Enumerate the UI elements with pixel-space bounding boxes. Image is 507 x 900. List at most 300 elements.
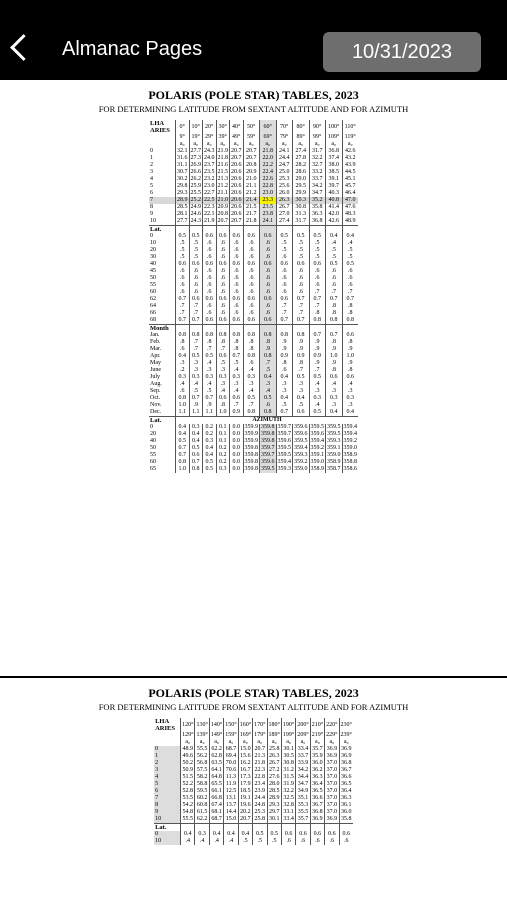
table-cell: 21.0: [243, 176, 260, 183]
table-cell: .6: [230, 289, 244, 296]
table-cell: 0.8: [342, 317, 358, 325]
table-cell: 0.0: [230, 431, 244, 438]
table-row: [154, 809, 353, 816]
table-cell: .4: [224, 838, 238, 845]
table-cell: .5: [309, 240, 326, 247]
column-header: 140°: [209, 718, 223, 732]
a0-symbol: a₀: [216, 141, 230, 148]
table-cell: 0.4: [276, 395, 293, 402]
table-cell: 24.8: [254, 802, 266, 808]
table-cell: .6: [309, 268, 326, 275]
table-cell: .4: [203, 381, 217, 388]
table-cell: 1.0: [216, 409, 230, 417]
table-cell: .4: [195, 838, 209, 845]
table-cell: 45.7: [342, 183, 358, 190]
table-cell: 36.9: [326, 816, 338, 822]
table-row: [154, 767, 353, 774]
table-cell: 15.0: [240, 746, 251, 752]
table-cell: 0.9: [293, 353, 310, 360]
table-cell: 359.7: [277, 424, 291, 430]
row-label: Apr.: [150, 353, 161, 359]
table-cell: 36.7: [312, 802, 323, 808]
row-label: 40: [150, 261, 156, 267]
table-cell: 19.1: [240, 795, 251, 801]
blank-cell: [209, 824, 223, 832]
table-cell: .5: [238, 838, 252, 845]
table-cell: 20.7: [231, 148, 242, 154]
table-cell: 60.2: [196, 795, 208, 801]
table-cell: .5: [326, 254, 343, 261]
table-row: [149, 388, 358, 395]
table-cell: 41.4: [326, 204, 343, 211]
table-cell: 36.4: [340, 788, 352, 794]
table-cell: 45.1: [342, 176, 358, 183]
table-cell: 0.8: [293, 332, 310, 339]
table-cell: 32.2: [309, 155, 326, 162]
table-cell: 1.0: [176, 402, 190, 409]
table-cell: 40.8: [326, 197, 343, 204]
lat-label: Lat.: [149, 417, 176, 425]
table-row: [149, 317, 358, 325]
table-cell: .3: [260, 381, 277, 388]
table-cell: .8: [276, 360, 293, 367]
table-cell: .6: [293, 282, 310, 289]
table-cell: .7: [176, 310, 190, 317]
table-cell: .4: [243, 388, 260, 395]
table-cell: 36.3: [309, 211, 326, 218]
table-cell: .7: [243, 402, 260, 409]
table-cell: .5: [253, 838, 267, 845]
table-cell: 70.0: [225, 760, 237, 766]
column-header: 29°: [203, 134, 217, 141]
table-cell: .7: [189, 339, 203, 346]
blank-cell: [181, 824, 195, 832]
table-cell: 28.9: [177, 197, 188, 203]
table-cell: 0.5: [243, 395, 260, 402]
table-cell: 1.1: [189, 409, 203, 417]
table-cell: 37.0: [326, 760, 338, 766]
table-cell: 0.5: [342, 261, 358, 268]
a0-row: [154, 739, 353, 746]
table-cell: 36.9: [326, 753, 338, 759]
table-cell: 28.5: [268, 788, 280, 794]
table-cell: 0.7: [326, 296, 343, 303]
column-header: 9°: [176, 134, 190, 141]
table-cell: 26.2: [190, 176, 201, 182]
table-cell: 34.4: [297, 774, 309, 780]
table-cell: .3: [342, 388, 358, 395]
a0-row: [149, 141, 358, 148]
blank-cell: [260, 325, 277, 333]
table-cell: 0.4: [176, 431, 190, 438]
table-cell: 47.6: [342, 204, 358, 211]
table-cell: 27.3: [190, 155, 201, 161]
table-cell: 0.7: [309, 296, 326, 303]
table-row: [149, 374, 358, 381]
column-header: 229°: [326, 732, 338, 738]
table-row: [149, 310, 358, 317]
table-cell: .5: [230, 360, 244, 367]
table-cell: 21.8: [243, 218, 260, 226]
table-cell: .5: [326, 247, 343, 254]
row-label: 0: [154, 831, 181, 838]
table-cell: 0.4: [326, 233, 343, 240]
table-cell: 0.6: [216, 261, 230, 268]
column-header: 39°: [216, 134, 230, 141]
table-cell: 37.0: [326, 788, 338, 794]
table-cell: 0.3: [230, 374, 244, 381]
blank-cell: [293, 325, 310, 333]
table-row: [149, 459, 358, 466]
table-cell: 359.5: [277, 452, 291, 458]
table-cell: .4: [230, 388, 244, 395]
table-cell: .5: [293, 254, 310, 261]
table-cell: 27.7: [190, 148, 201, 154]
table-cell: 0.3: [189, 424, 203, 431]
table-cell: 32.8: [283, 802, 294, 808]
blank-cell: [296, 824, 310, 832]
table-cell: .6: [243, 360, 260, 367]
row-label: Feb.: [150, 339, 161, 345]
blank-cell: [176, 226, 190, 234]
table-cell: .5: [176, 254, 190, 261]
table-row: [154, 746, 353, 753]
a0-symbol: a₀: [310, 739, 324, 746]
table-cell: 359.1: [310, 452, 324, 458]
blank-cell: [310, 824, 324, 832]
table-cell: 0.6: [260, 261, 277, 268]
a0-symbol: a₀: [293, 141, 310, 148]
table-cell: 27.4: [276, 218, 293, 226]
table-cell: 0.5: [309, 374, 326, 381]
table-cell: .6: [230, 240, 244, 247]
table-cell: 16.2: [240, 760, 251, 766]
table-cell: 0.7: [189, 459, 203, 466]
table-cell: 0.5: [309, 233, 326, 240]
a0-symbol: a₀: [309, 141, 326, 148]
table-cell: .6: [326, 275, 343, 282]
table-cell: 0.5: [176, 233, 190, 240]
column-header: 19°: [189, 134, 203, 141]
table-cell: 0.6: [260, 317, 277, 325]
table-cell: 0.5: [253, 831, 267, 838]
table-cell: .6: [189, 282, 203, 289]
row-label: 3: [154, 767, 181, 774]
table-cell: .6: [309, 282, 326, 289]
table-cell: 43.9: [342, 162, 358, 169]
table-cell: .6: [309, 275, 326, 282]
table-cell: 0.6: [216, 353, 230, 360]
blank-cell: [276, 325, 293, 333]
table-cell: 29.9: [293, 190, 310, 197]
row-label: 1: [154, 753, 181, 760]
table-cell: 0.6: [243, 296, 260, 303]
table-cell: 0.8: [176, 395, 190, 402]
table-cell: 0.1: [216, 438, 230, 445]
table-cell: .6: [243, 289, 260, 296]
blank-cell: [281, 824, 295, 832]
table-cell: 24.4: [276, 155, 293, 162]
app-header: [0, 0, 507, 78]
table-cell: .7: [293, 303, 310, 310]
a0-symbol: a₀: [339, 739, 353, 746]
table-cell: 37.4: [326, 155, 343, 162]
table-cell: 31.6: [177, 155, 188, 161]
column-header: 30°: [216, 120, 230, 134]
table-cell: 54.2: [182, 802, 194, 808]
table-cell: .3: [293, 381, 310, 388]
table-cell: 30.3: [293, 197, 310, 204]
table-cell: 0.7: [203, 395, 217, 402]
table-cell: .6: [203, 289, 217, 296]
table-cell: 0.6: [189, 452, 203, 459]
table-cell: 35.8: [340, 816, 352, 822]
table-cell: .5: [260, 367, 277, 374]
table-cell: 30.7: [177, 169, 188, 175]
blank-cell: [243, 226, 260, 234]
table-cell: .6: [243, 247, 260, 254]
blank-cell: [238, 824, 252, 832]
table-cell: .6: [260, 282, 277, 289]
table-cell: 54.8: [182, 809, 194, 815]
row-label: 10: [154, 816, 181, 824]
table-cell: 29.3: [268, 802, 280, 808]
table-cell: .5: [342, 254, 358, 261]
table-cell: 15.0: [225, 816, 237, 822]
table-cell: .6: [276, 282, 293, 289]
table-cell: 37.0: [326, 809, 338, 815]
table-cell: 21.9: [204, 218, 215, 224]
table-cell: 1.0: [326, 353, 343, 360]
table-cell: .4: [342, 381, 358, 388]
table-cell: 0.6: [230, 317, 244, 325]
table-cell: 35.8: [309, 204, 326, 211]
table-cell: 49.6: [182, 753, 194, 759]
table-cell: 20.7: [217, 218, 228, 224]
table-cell: .6: [203, 310, 217, 317]
date-selector-button[interactable]: 10/31/2023: [323, 32, 481, 72]
table-cell: .6: [260, 275, 277, 282]
table-cell: 24.3: [204, 148, 215, 154]
table-cell: 32.5: [283, 795, 294, 801]
table-cell: 21.4: [243, 197, 260, 204]
table-cell: 17.3: [240, 774, 251, 780]
table-cell: 21.1: [217, 190, 228, 196]
table-cell: 23.2: [204, 176, 215, 182]
table-cell: 43.2: [342, 155, 358, 162]
table-cell: .7: [176, 303, 190, 310]
table-cell: 0.4: [260, 374, 277, 381]
table-cell: 23.5: [204, 169, 215, 175]
column-header: 100°: [326, 120, 343, 134]
row-label: 10: [150, 218, 156, 224]
table-cell: 359.9: [244, 424, 258, 430]
table-cell: 34.7: [297, 781, 309, 787]
table-cell: 33.1: [283, 809, 294, 815]
table-cell: .6: [203, 247, 217, 254]
table-cell: 0.6: [230, 395, 244, 402]
table-cell: 48.9: [342, 218, 358, 226]
table-cell: 0.6: [276, 261, 293, 268]
header-row: [154, 718, 353, 732]
table-cell: 0.8: [243, 353, 260, 360]
table-cell: 0.5: [276, 233, 293, 240]
table-cell: 33.9: [297, 760, 309, 766]
table-cell: 0.0: [230, 466, 244, 473]
row-label: 0: [150, 233, 153, 239]
table-cell: .6: [203, 282, 217, 289]
table-cell: 0.9: [309, 353, 326, 360]
a0-symbol: a₀: [189, 141, 203, 148]
table-cell: 0.6: [216, 395, 230, 402]
table-cell: 0.6: [260, 233, 277, 240]
table-row: [149, 233, 358, 240]
table-cell: .3: [342, 402, 358, 409]
table-cell: 35.7: [297, 816, 309, 822]
table-cell: 62.8: [211, 753, 222, 759]
almanac-page-2[interactable]: [0, 678, 507, 900]
back-chevron-icon[interactable]: [10, 34, 37, 61]
table-cell: 30.8: [293, 204, 310, 211]
table-cell: 34.7: [309, 190, 326, 197]
table-cell: 66.1: [211, 788, 222, 794]
table-cell: 0.1: [216, 431, 230, 438]
table-cell: 29.0: [293, 176, 310, 183]
table-cell: 0.3: [243, 374, 260, 381]
row-label: 10: [150, 240, 156, 246]
table-cell: 359.3: [277, 466, 291, 472]
table-row: [149, 332, 358, 339]
table-row: [149, 431, 358, 438]
table-cell: .6: [203, 268, 217, 275]
month-label: Month: [149, 325, 176, 333]
table-cell: 20.6: [231, 190, 242, 196]
table-cell: 359.0: [310, 459, 324, 465]
table-cell: .4: [209, 838, 223, 845]
table-cell: 19.6: [240, 802, 251, 808]
table-row: [149, 218, 358, 226]
table-cell: 0.5: [203, 353, 217, 360]
table-cell: .5: [189, 388, 203, 395]
blank-cell: [216, 226, 230, 234]
table-cell: 0.5: [203, 459, 217, 466]
table-cell: .7: [260, 360, 277, 367]
table-cell: 14.4: [225, 809, 237, 815]
table-cell: 21.5: [217, 169, 228, 175]
table-cell: 31.7: [293, 218, 310, 226]
a0-symbol: a₀: [195, 739, 209, 746]
table-cell: 22.0: [260, 155, 277, 162]
row-label: 40: [150, 438, 156, 444]
table-cell: .8: [326, 339, 343, 346]
table-row: [149, 303, 358, 310]
table-cell: .4: [189, 381, 203, 388]
table-cell: .6: [230, 303, 244, 310]
table-cell: 359.3: [294, 452, 308, 458]
table-cell: 0.3: [326, 395, 343, 402]
table-cell: .8: [243, 346, 260, 353]
table-row: [149, 395, 358, 402]
table-cell: 31.7: [309, 148, 326, 155]
table-cell: .6: [260, 240, 277, 247]
table-cell: 26.7: [276, 204, 293, 211]
table-cell: 1.1: [176, 409, 190, 417]
table-cell: .5: [189, 254, 203, 261]
column-header: 0°: [176, 120, 190, 134]
table-cell: 70.6: [225, 767, 237, 773]
table-cell: 359.2: [310, 445, 324, 451]
table-row: [154, 802, 353, 809]
table-cell: 358.6: [343, 466, 357, 472]
almanac-page-1[interactable]: [0, 80, 507, 676]
table-cell: 36.3: [340, 795, 352, 801]
table-row: [149, 346, 358, 353]
row-label: 9: [150, 211, 153, 217]
table-cell: 0.4: [176, 424, 190, 431]
table-cell: 0.3: [195, 831, 209, 838]
table-cell: 359.5: [261, 466, 275, 472]
table-row: [154, 831, 353, 838]
table-cell: 0.6: [325, 831, 339, 838]
table-cell: .6: [260, 303, 277, 310]
table-row: [149, 339, 358, 346]
table-cell: 24.3: [190, 218, 201, 224]
table-cell: .6: [243, 240, 260, 247]
table-cell: 0.6: [230, 296, 244, 303]
table-cell: 0.7: [189, 395, 203, 402]
table-cell: .3: [216, 381, 230, 388]
table-cell: .6: [216, 282, 230, 289]
table-cell: .6: [189, 268, 203, 275]
row-label: 30: [150, 254, 156, 260]
table-cell: 1.0: [342, 353, 358, 360]
table-cell: 359.8: [244, 466, 258, 472]
table-cell: 29.7: [268, 809, 280, 815]
table-cell: .6: [260, 402, 277, 409]
blank-cell: [189, 325, 203, 333]
a0-symbol: a₀: [325, 739, 339, 746]
table-cell: 0.6: [276, 296, 293, 303]
column-header: 60°: [260, 120, 277, 134]
table-cell: 0.7: [276, 409, 293, 417]
table-title-2: POLARIS (POLE STAR) TABLES, 2023: [148, 686, 359, 700]
table-row: [149, 275, 358, 282]
table-cell: 48.9: [182, 746, 194, 752]
table-cell: .5: [203, 388, 217, 395]
table-cell: 359.2: [343, 438, 357, 444]
table-cell: 0.6: [176, 261, 190, 268]
table-cell: 34.2: [309, 183, 326, 190]
table-cell: 36.0: [312, 760, 323, 766]
table-cell: 36.9: [340, 746, 352, 752]
table-cell: 30.8: [283, 760, 294, 766]
row-label: 9: [154, 809, 181, 816]
blank-cell: [203, 226, 217, 234]
header-row: [149, 120, 358, 134]
table-cell: 0.0: [230, 438, 244, 445]
table-cell: 12.5: [225, 788, 237, 794]
table-cell: .7: [293, 310, 310, 317]
table-cell: 67.4: [211, 802, 222, 808]
table-cell: 27.2: [268, 767, 280, 773]
table-cell: .6: [339, 838, 353, 845]
column-header: 10°: [189, 120, 203, 134]
table-cell: .6: [342, 275, 358, 282]
table-cell: .3: [203, 367, 217, 374]
table-cell: 28.2: [293, 162, 310, 169]
table-cell: 33.4: [297, 746, 309, 752]
table-cell: 0.8: [189, 332, 203, 339]
